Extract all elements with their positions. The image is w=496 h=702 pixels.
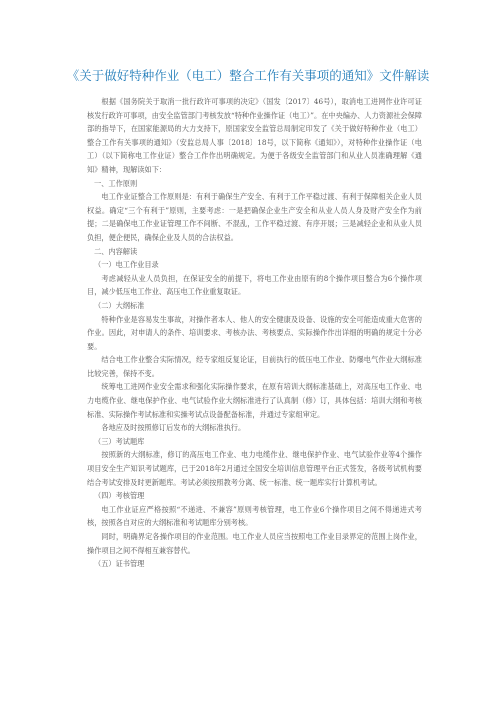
subsection-heading: （二）大纲标准 <box>94 300 145 310</box>
subsection-heading: （三）考试题库 <box>94 436 145 446</box>
body-paragraph: 同时，明确界定各操作项目的作业范围。电工作业人员应当按照电工作业目录界定的范围上岗作业，操作项目之间不得相互兼容替代。 <box>87 532 422 555</box>
subsection-heading: （一）电工作业目录 <box>94 260 159 270</box>
section-heading: 二、内容解读 <box>94 246 138 256</box>
body-paragraph: 电工作业证应严格按照“不递进、不兼容”原则考核管理，电工作业6个操作项目之间不得递进式考核，按照各自对应的大纲标准和考试题库分别考核。 <box>87 504 422 528</box>
body-paragraph: 各地应及时按照修订后发布的大纲标准执行。 <box>101 423 246 433</box>
document-body <box>87 95 422 571</box>
body-paragraph: 结合电工作业整合实际情况，经专家组反复论证，目前执行的低压电工作业、防爆电气作业大纲标准比较完善，保持不变。 <box>87 355 422 378</box>
body-paragraph: 考虑减轻从业人员负担，在保证安全的前提下，将电工作业由原有的8个操作项目整合为6个操作项目，减少低压电工作业、高压电工作业重复取证。 <box>87 273 422 297</box>
body-paragraph: 统筹电工进网作业安全需求和强化实际操作要求，在原有培训大纲标准基础上，对高压电工作业、电力电缆作业、继电保护作业、电气试验作业大纲标准进行了认真制（修）订，具体包括：培训大纲和考核标准、实际操作考试标准和实操考试点设备配备标准，并通过专家组审定。 <box>87 382 422 419</box>
body-paragraph: 特种作业是容易发生事故，对操作者本人、他人的安全健康及设备、设施的安全可能造成重大危害的作业。因此，对申请人的条件、培训要求、考核办法、考核要点、实际操作作出详细的明确的规定十分必要。 <box>87 314 422 351</box>
document-title: 《关于做好特种作业（电工）整合工作有关事项的通知》文件解读 <box>66 68 430 83</box>
section-heading: 一、工作原则 <box>94 178 138 188</box>
intro-paragraph: 根据《国务院关于取消一批行政许可事项的决定》（国发〔2017〕46号），取消电工进网作业许可证核发行政许可事项，由安全监管部门考核发放“特种作业操作证（电工）”。在中央编办、人力资源社会保障部的指导下，在国家能源局的大力支持下，原国家安全监管总局制定印发了《关于做好特种作业（电工）整合工作有关事项的通知》（安监总局人事〔2018〕18号，以下简称《通知》），对特种作业操作证（电工）（以下简称电工作业证）整合工作作出明确规定。为便于各级安全监管部门和从业人员准确理解《通知》精神，现解读如下： <box>87 97 422 174</box>
subsection-heading: （四）考核管理 <box>94 491 145 501</box>
body-paragraph: 电工作业证整合工作原则是：有利于确保生产安全、有利于工作平稳过渡、有利于保障相关企业人员权益。确定“三个有利于”原则，主要考虑：一是把确保企业生产安全和从业人员人身及财产安全作为前提；二是确保电工作业证管理工作不间断、不混乱，工作平稳过渡、有序开展；三是减轻企业和从业人员负担，便企便民，确保企业及人员的合法权益。 <box>87 192 422 242</box>
body-paragraph: 按照新的大纲标准，修订的高压电工作业、电力电缆作业、继电保护作业、电气试验作业等4个操作项目安全生产知识考试题库，已于2018年2月通过全国安全培训信息管理平台正式签发，各级考试机构要结合考试安排及时更新题库。考试必须按照教考分离、统一标准、统一题库实行计算机考试。 <box>87 450 422 487</box>
subsection-heading: （五）证书管理 <box>94 559 145 569</box>
